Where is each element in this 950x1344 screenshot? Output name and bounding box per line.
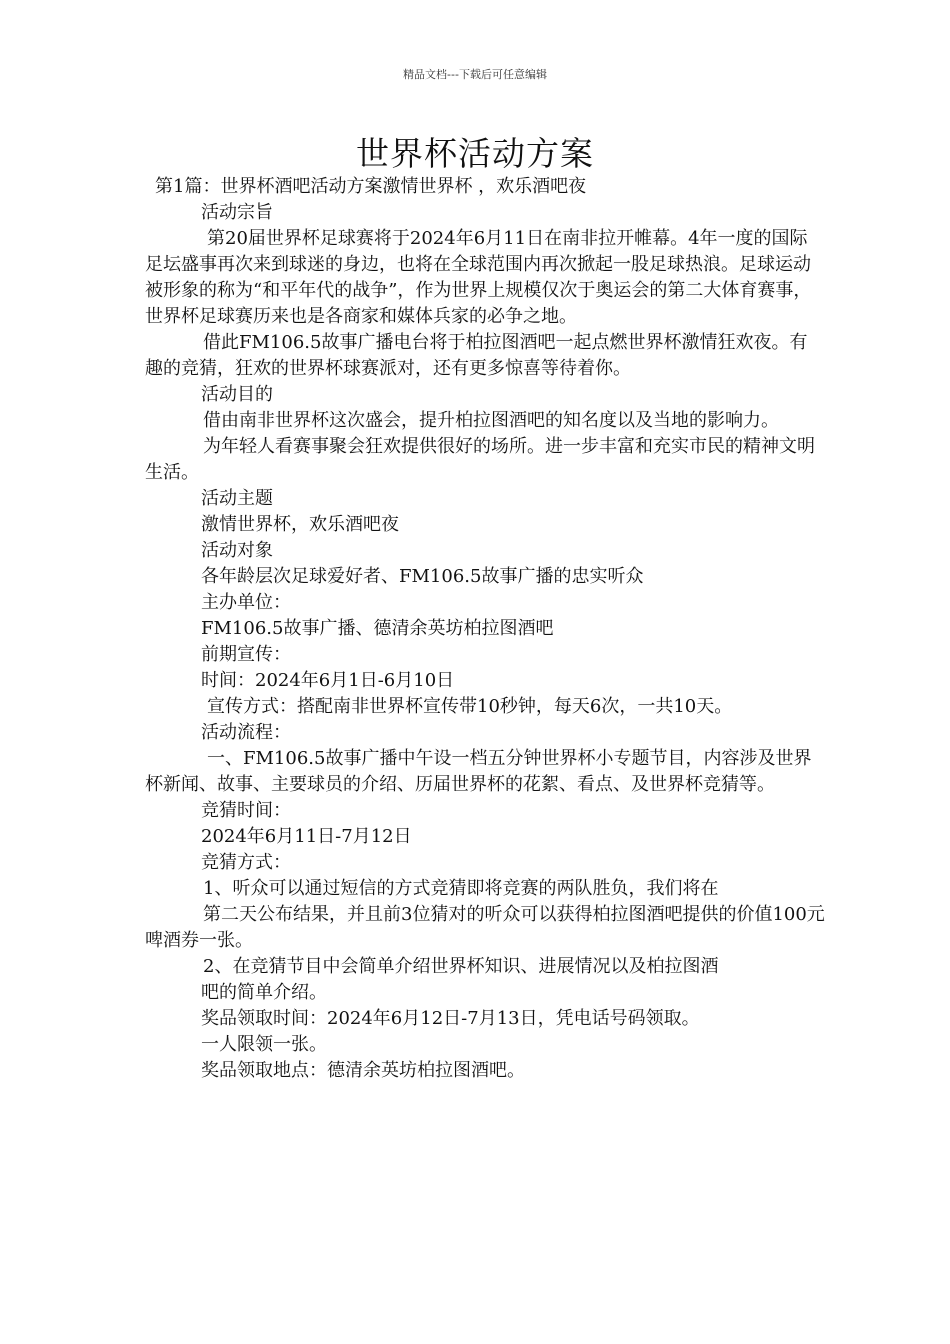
paragraph: 1、听众可以通过短信的方式竞猜即将竞赛的两队胜负，我们将在 (203, 878, 719, 899)
paragraph: FM106.5故事广播、德清余英坊柏拉图酒吧 (201, 618, 554, 639)
paragraph-subtitle: 第1篇：世界杯酒吧活动方案激情世界杯 ，欢乐酒吧夜 (155, 176, 587, 197)
document-title: 世界杯活动方案 (356, 134, 594, 173)
paragraph: 激情世界杯，欢乐酒吧夜 (201, 514, 399, 535)
section-label-theme: 活动主题 (201, 488, 273, 509)
paragraph: 借此FM106.5故事广播电台将于柏拉图酒吧一起点燃世界杯激情狂欢夜。有趣的竞猜，狂欢的世界杯球赛派对，还有更多惊喜等待着你。 (145, 332, 808, 379)
paragraph: 为年轻人看赛事聚会狂欢提供很好的场所。进一步丰富和充实市民的精神文明生活。 (145, 436, 815, 483)
section-label-process: 活动流程： (201, 722, 291, 743)
paragraph: 2024年6月11日-7月12日 (201, 826, 412, 847)
paragraph: 奖品领取时间：2024年6月12日-7月13日，凭电话号码领取。 (201, 1008, 700, 1029)
paragraph: 借由南非世界杯这次盛会，提升柏拉图酒吧的知名度以及当地的影响力。 (203, 410, 779, 431)
paragraph: 一、FM106.5故事广播中午设一档五分钟世界杯小专题节目，内容涉及世界杯新闻、故事、主要球员的介绍、历届世界杯的花絮、看点、及世界杯竞猜等。 (145, 748, 812, 795)
section-label-audience: 活动对象 (201, 540, 273, 561)
paragraph: 吧的简单介绍。 (201, 982, 327, 1003)
page-header-note: 精品文档---下载后可任意编辑 (403, 68, 547, 81)
paragraph: 奖品领取地点：德清余英坊柏拉图酒吧。 (201, 1060, 525, 1081)
section-label-goal: 活动目的 (201, 384, 273, 405)
paragraph: 各年龄层次足球爱好者、FM106.5故事广播的忠实听众 (201, 566, 644, 587)
paragraph: 2、在竞猜节目中会简单介绍世界杯知识、进展情况以及柏拉图酒 (203, 956, 719, 977)
section-label-purpose: 活动宗旨 (201, 202, 273, 223)
section-label-organizer: 主办单位： (201, 592, 291, 613)
section-label-guess-method: 竞猜方式： (201, 852, 291, 873)
paragraph: 第20届世界杯足球赛将于2024年6月11日在南非拉开帷幕。4年一度的国际足坛盛事再次来到球迷的身边，也将在全球范围内再次掀起一股足球热浪。足球运动被形象的称为“和平年代的战争”，作为世界上规模仅次于奥运会的第二大体育赛事，世界杯足球赛历来也是各商家和媒体兵家的必争之地。 (145, 228, 812, 327)
document-body (145, 174, 825, 1084)
paragraph: 宣传方式：搭配南非世界杯宣传带10秒钟，每天6次，一共10天。 (207, 696, 733, 717)
paragraph: 时间：2024年6月1日-6月10日 (201, 670, 455, 691)
section-label-promotion: 前期宣传： (201, 644, 291, 665)
paragraph: 第二天公布结果，并且前3位猜对的听众可以获得柏拉图酒吧提供的价值100元啤酒券一张。 (145, 904, 825, 951)
paragraph: 一人限领一张。 (201, 1034, 327, 1055)
section-label-guess-time: 竞猜时间： (201, 800, 291, 821)
